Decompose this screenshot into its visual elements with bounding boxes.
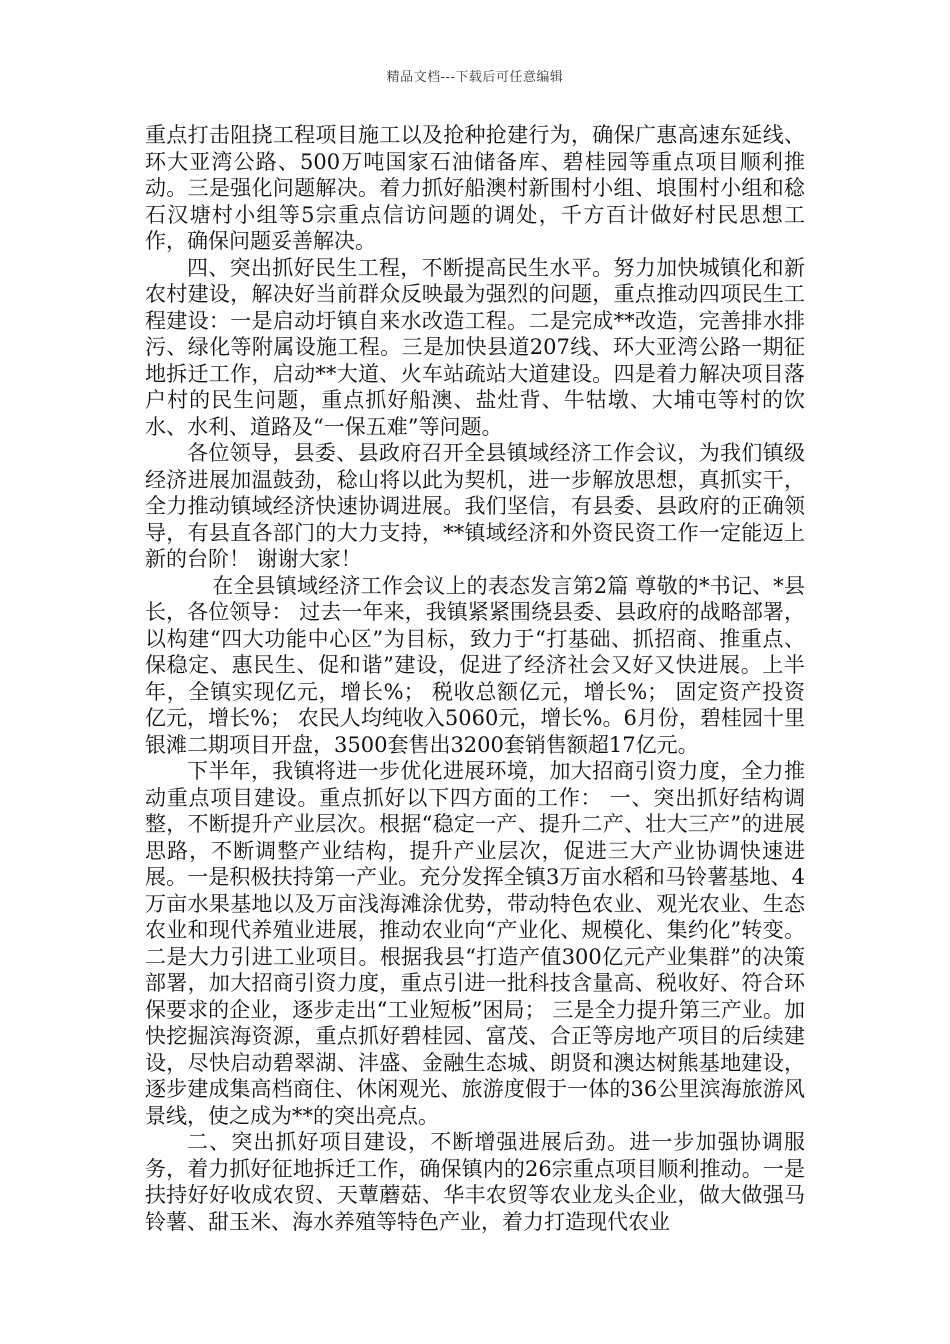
paragraph-4: 在全县镇域经济工作会议上的表态发言第2篇 尊敬的*书记、*县长，各位领导： 过去一年来，我镇紧紧围绕县委、县政府的战略部署，以构建“四大功能中心区”为目标，致力于“打基础、抓招商、推重点、保稳定、惠民生、促和谐”建设，促进了经济社会又好又快进展。上半年，全镇实现亿元，增长%； 税收总额亿元，增长%； 固定资产投资亿元，增长%； 农民人均纯收入5060元，增长%。6月份，碧桂园十里银滩二期项目开盘，3500套售出3200套销售额超17亿元。 (145, 573, 805, 757)
paragraph-6: 二、突出抓好项目建设，不断增强进展后劲。进一步加强协调服务，着力抓好征地拆迁工作，确保镇内的26宗重点项目顺利推动。一是扶持好好收成农贸、天蕈蘑菇、华丰农贸等农业龙头企业，做大做强马铃薯、甜玉米、海水养殖等特色产业，着力打造现代农业 (145, 1130, 805, 1234)
page-header: 精品文档---下载后可任意编辑 (386, 70, 564, 85)
paragraph-1: 重点打击阻挠工程项目施工以及抢种抢建行为，确保广惠高速东延线、环大亚湾公路、500万吨国家石油储备库、碧桂园等重点项目顺利推动。三是强化问题解决。着力抓好船澳村新围村小组、埌围村小组和稔石汉塘村小组等5宗重点信访问题的调处，千方百计做好村民思想工作，确保问题妥善解决。 (145, 123, 805, 253)
document-body (145, 122, 805, 1235)
paragraph-5: 下半年，我镇将进一步优化进展环境，加大招商引资力度，全力推动重点项目建设。重点抓好以下四方面的工作： 一、突出抓好结构调整，不断提升产业层次。根据“稳定一产、提升二产、壮大三产”的进展思路，不断调整产业结构，提升产业层次，促进三大产业协调快速进展。一是积极扶持第一产业。充分发挥全镇3万亩水稻和马铃薯基地、4万亩水果基地以及万亩浅海滩涂优势，带动特色农业、观光农业、生态农业和现代养殖业进展，推动农业向“产业化、规模化、集约化”转变。二是大力引进工业项目。根据我县“打造产值300亿元产业集群”的决策部署，加大招商引资力度，重点引进一批科技含量高、税收好、符合环保要求的企业，逐步走出“工业短板”困局； 三是全力提升第三产业。加快挖掘滨海资源，重点抓好碧桂园、富茂、合正等房地产项目的后续建设，尽快启动碧翠湖、沣盛、金融生态城、朗贤和澳达树熊基地建设，逐步建成集高档商住、休闲观光、旅游度假于一体的36公里滨海旅游风景线，使之成为**的突出亮点。 (145, 759, 805, 1128)
paragraph-3: 各位领导，县委、县政府召开全县镇域经济工作会议，为我们镇级经济进展加温鼓劲，稔山将以此为契机，进一步解放思想，真抓实干，全力推动镇域经济快速协调进展。我们坚信，有县委、县政府的正确领导，有县直各部门的大力支持，**镇域经济和外资民资工作一定能迈上新的台阶！ 谢谢大家！ (145, 441, 805, 571)
paragraph-2: 四、突出抓好民生工程，不断提高民生水平。努力加快城镇化和新农村建设，解决好当前群众反映最为强烈的问题，重点推动四项民生工程建设：一是启动圩镇自来水改造工程。二是完成**改造，完善排水排污、绿化等附属设施工程。三是加快县道207线、环大亚湾公路一期征地拆迁工作，启动**大道、火车站疏站大道建设。四是着力解决项目落户村的民生问题，重点抓好船澳、盐灶背、牛牯墩、大埔屯等村的饮水、水利、道路及“一保五难”等问题。 (145, 255, 805, 439)
